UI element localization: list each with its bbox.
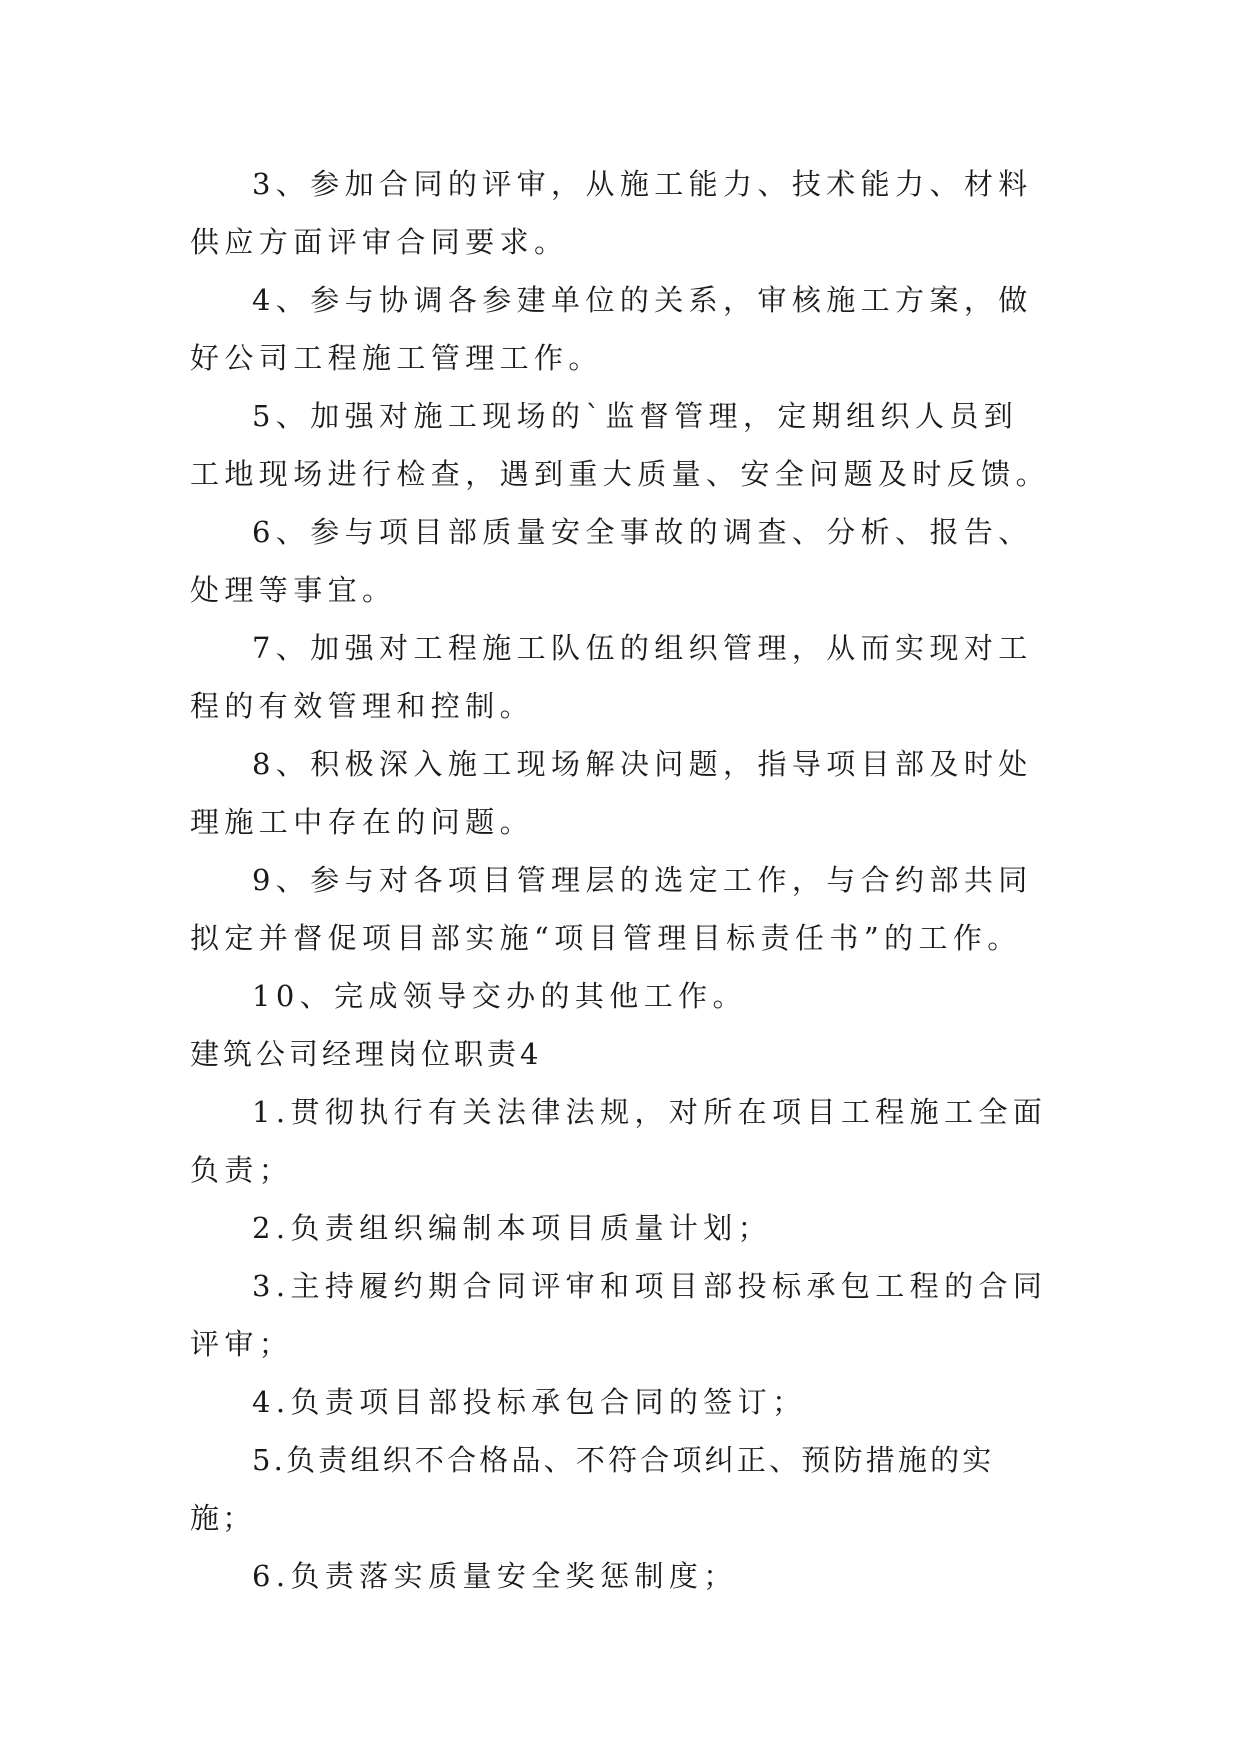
paragraph-item-7: 7、加强对工程施工队伍的组织管理，从而实现对工程的有效管理和控制。 bbox=[190, 631, 1033, 723]
paragraph-item-9: 9、参与对各项目管理层的选定工作，与合约部共同拟定并督促项目部实施“项目管理目标责任书”的工作。 bbox=[190, 863, 1033, 955]
paragraph-item-8: 8、积极深入施工现场解决问题，指导项目部及时处理施工中存在的问题。 bbox=[190, 747, 1033, 839]
duty-item-1: 1.贯彻执行有关法律法规，对所在项目工程施工全面负责； bbox=[190, 1095, 1048, 1187]
paragraph-item-4: 4、参与协调各参建单位的关系，审核施工方案，做好公司工程施工管理工作。 bbox=[190, 283, 1033, 375]
duty-item-3: 3.主持履约期合同评审和项目部投标承包工程的合同评审； bbox=[190, 1269, 1048, 1361]
duty-item-4: 4.负责项目部投标承包合同的签订； bbox=[252, 1385, 807, 1419]
paragraph-item-6: 6、参与项目部质量安全事故的调查、分析、报告、处理等事宜。 bbox=[190, 515, 1033, 607]
section-heading: 建筑公司经理岗位职责4 bbox=[190, 1037, 543, 1071]
paragraph-item-3: 3、参加合同的评审，从施工能力、技术能力、材料供应方面评审合同要求。 bbox=[190, 167, 1033, 259]
paragraph-item-10: 10、完成领导交办的其他工作。 bbox=[252, 979, 747, 1013]
duty-item-2: 2.负责组织编制本项目质量计划； bbox=[252, 1211, 773, 1245]
duty-item-6: 6.负责落实质量安全奖惩制度； bbox=[252, 1559, 738, 1593]
paragraph-item-5: 5、加强对施工现场的`监督管理，定期组织人员到工地现场进行检查，遇到重大质量、安全问题及时反馈。 bbox=[190, 399, 1051, 491]
document-body bbox=[190, 155, 1050, 1605]
duty-item-5: 5.负责组织不合格品、不符合项纠正、预防措施的实施； bbox=[190, 1443, 995, 1535]
